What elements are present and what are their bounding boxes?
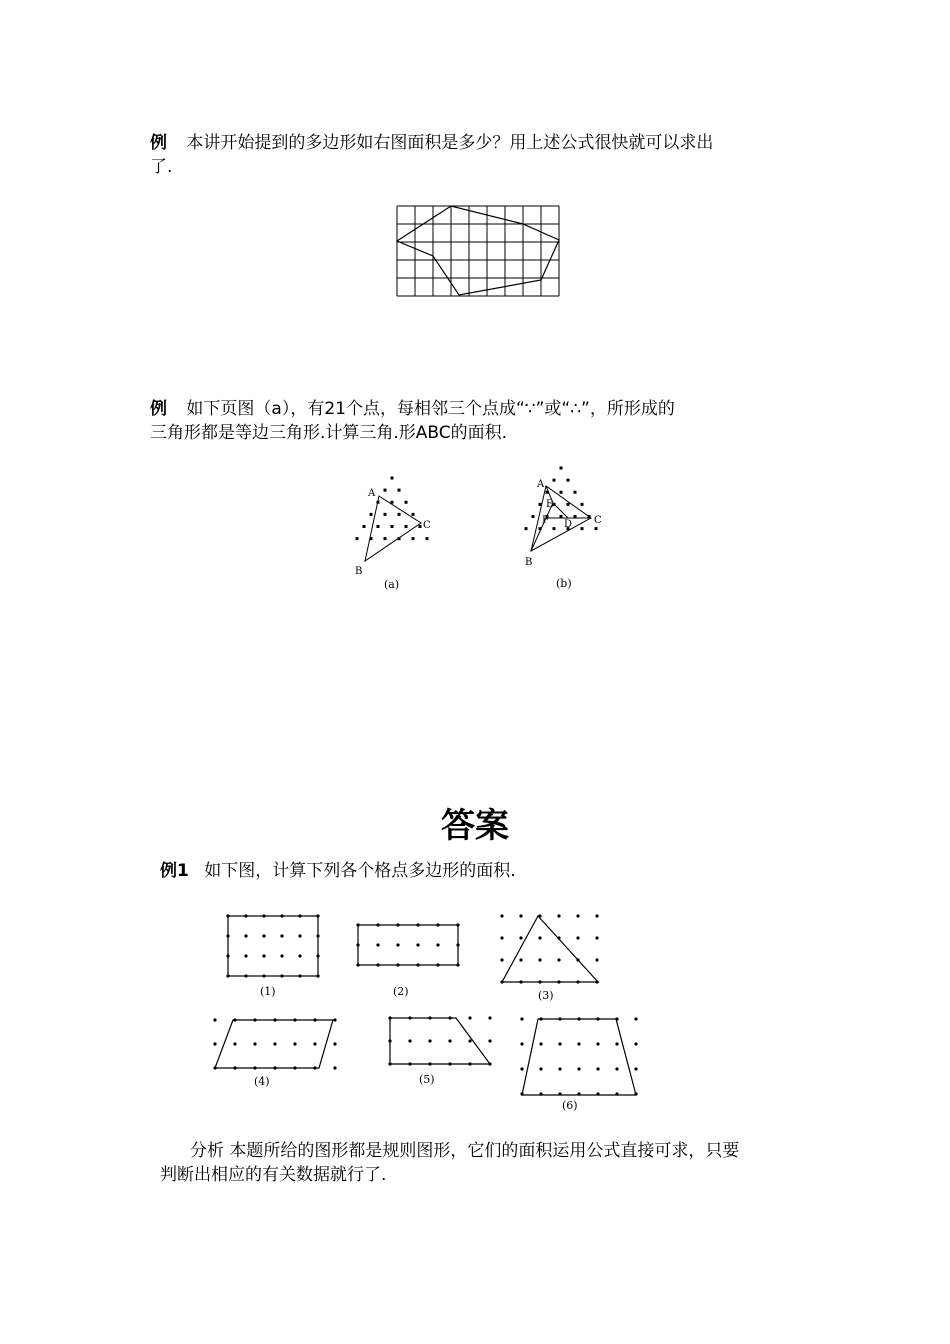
lattice-dot — [576, 936, 579, 939]
lattice-dot — [428, 1039, 431, 1042]
lattice-dot — [560, 491, 563, 494]
lattice-dot — [244, 954, 247, 957]
lattice-dot — [448, 1039, 451, 1042]
lattice-dot — [253, 1042, 256, 1045]
lattice-dot — [468, 1039, 471, 1042]
lattice-dot — [560, 467, 563, 470]
lattice-dot — [384, 489, 387, 492]
lattice-dot — [408, 1039, 411, 1042]
lattice-dot — [391, 525, 394, 528]
grid-polygon — [397, 206, 559, 295]
triangle-abc-a — [365, 496, 421, 561]
lattice-dot — [519, 958, 522, 961]
lattice-dot — [370, 513, 373, 516]
shape-caption-6: (6) — [562, 1099, 578, 1112]
lattice-dot — [595, 527, 598, 530]
lattice-dot — [634, 1042, 637, 1045]
example-1-label: 例 — [150, 133, 167, 153]
lattice-dot — [262, 934, 265, 937]
lattice-dot — [519, 914, 522, 917]
point-label-b: B — [355, 566, 363, 577]
polygon-2-rectangle — [358, 925, 458, 965]
lattice-dot — [436, 943, 439, 946]
lattice-dot — [213, 1018, 216, 1021]
shape-caption-3: (3) — [538, 989, 554, 1002]
polygon-6-trapezoid — [522, 1019, 636, 1095]
point-label-f: F — [542, 515, 549, 526]
lattice-dot — [333, 1018, 336, 1021]
lattice-dot — [538, 936, 541, 939]
answer-example-1 — [160, 859, 516, 883]
example-2-line-2: 三角形都是等边三角形.计算三角.形ABC的面积. — [150, 423, 508, 443]
triangle-figure-a — [335, 470, 455, 595]
example-1-text: 本讲开始提到的多边形如右图面积是多少？用上述公式很快就可以求出 — [186, 133, 714, 153]
lattice-dot — [376, 943, 379, 946]
lattice-dot — [293, 1042, 296, 1045]
shape-caption-4: (4) — [254, 1075, 270, 1088]
lattice-dot — [412, 537, 415, 540]
answer-title: 答案 — [441, 806, 509, 846]
lattice-dot — [488, 1039, 491, 1042]
shape-caption-5: (5) — [419, 1073, 435, 1086]
lattice-dot — [557, 958, 560, 961]
lattice-dot — [298, 954, 301, 957]
polygon-1-rectangle — [228, 916, 318, 976]
lattice-dot — [500, 914, 503, 917]
lattice-dot — [553, 527, 556, 530]
example-2-label: 例 — [150, 399, 167, 419]
lattice-dot — [398, 489, 401, 492]
lattice-dot — [233, 1042, 236, 1045]
lattice-dot — [500, 958, 503, 961]
lattice-dot — [581, 527, 584, 530]
lattice-dot — [581, 503, 584, 506]
figure-caption-b: (b) — [556, 577, 572, 590]
lattice-dot — [567, 479, 570, 482]
example-2-line-1 — [150, 397, 675, 421]
lattice-dot — [468, 1016, 471, 1019]
point-label-b: B — [525, 557, 533, 568]
lattice-dot — [539, 1042, 542, 1045]
lattice-dot — [567, 503, 570, 506]
lattice-dot — [519, 936, 522, 939]
point-label-e: E — [546, 499, 554, 510]
lattice-dot — [615, 1067, 618, 1070]
lattice-dot — [405, 501, 408, 504]
lattice-dot — [532, 515, 535, 518]
lattice-dot — [333, 1066, 336, 1069]
shape-caption-2: (2) — [393, 985, 409, 998]
lattice-dot — [576, 914, 579, 917]
lattice-dot — [280, 934, 283, 937]
lattice-dot — [595, 914, 598, 917]
lattice-dot — [488, 1016, 491, 1019]
lattice-dot — [577, 1067, 580, 1070]
lattice-polygons-figure — [200, 905, 650, 1115]
lattice-dot — [596, 1042, 599, 1045]
lattice-dot — [384, 513, 387, 516]
lattice-dot — [553, 479, 556, 482]
lattice-dot — [520, 1017, 523, 1020]
lattice-dot — [539, 1067, 542, 1070]
lattice-dot — [577, 1042, 580, 1045]
answer-example-text: 如下图，计算下列各个格点多边形的面积. — [204, 861, 516, 881]
triangle-figure-b — [505, 460, 625, 595]
lattice-dot — [405, 525, 408, 528]
example-1-line-1 — [150, 131, 713, 155]
lattice-dot — [574, 491, 577, 494]
lattice-dot — [595, 958, 598, 961]
lattice-dot — [419, 525, 422, 528]
lattice-dot — [525, 527, 528, 530]
lattice-dot — [520, 1042, 523, 1045]
point-label-c: C — [594, 515, 602, 526]
lattice-dot — [384, 537, 387, 540]
lattice-dot — [313, 1042, 316, 1045]
lattice-dot — [596, 1067, 599, 1070]
lattice-dot — [426, 537, 429, 540]
lattice-dot — [416, 943, 419, 946]
dot-lattice-a — [356, 477, 429, 541]
lattice-dot — [412, 513, 415, 516]
polygon-3-triangle — [502, 916, 598, 982]
answer-example-label: 例1 — [160, 861, 189, 881]
lattice-dot — [634, 1067, 637, 1070]
example-1-line-2: 了. — [150, 157, 173, 177]
lattice-dot — [595, 936, 598, 939]
lattice-dot — [356, 537, 359, 540]
shape-caption-1: (1) — [260, 985, 276, 998]
grid-polygon-figure — [396, 205, 562, 299]
lattice-dot — [500, 936, 503, 939]
point-label-a: A — [368, 488, 376, 499]
analysis-line-2: 判断出相应的有关数据就行了. — [160, 1165, 387, 1185]
point-label-a: A — [537, 479, 545, 490]
lattice-dot — [273, 1042, 276, 1045]
lattice-dot — [391, 477, 394, 480]
lattice-dot — [298, 934, 301, 937]
lattice-dot — [538, 958, 541, 961]
lattice-dot — [520, 1067, 523, 1070]
lattice-dot — [213, 1042, 216, 1045]
figure-caption-a: (a) — [384, 578, 400, 591]
lattice-dot — [377, 525, 380, 528]
lattice-dot — [557, 914, 560, 917]
example-2-text: 如下页图（a），有21个点，每相邻三个点成“∵”或“∴”，所形成的 — [186, 399, 675, 419]
lattice-dot — [262, 954, 265, 957]
point-label-d: D — [564, 519, 573, 530]
point-label-c: C — [423, 520, 431, 531]
lattice-dot — [615, 1042, 618, 1045]
analysis-line-1: 分析 本题所给的图形都是规则图形，它们的面积运用公式直接可求，只要 — [190, 1141, 740, 1161]
lattice-dot — [558, 1042, 561, 1045]
lattice-dot — [396, 943, 399, 946]
polygon-5-trapezoid — [390, 1018, 490, 1064]
lattice-dot — [280, 954, 283, 957]
lattice-dot — [363, 525, 366, 528]
lattice-dot — [558, 1067, 561, 1070]
lattice-dot — [333, 1042, 336, 1045]
lattice-dot — [398, 513, 401, 516]
lattice-dot — [244, 934, 247, 937]
lattice-dot — [634, 1017, 637, 1020]
